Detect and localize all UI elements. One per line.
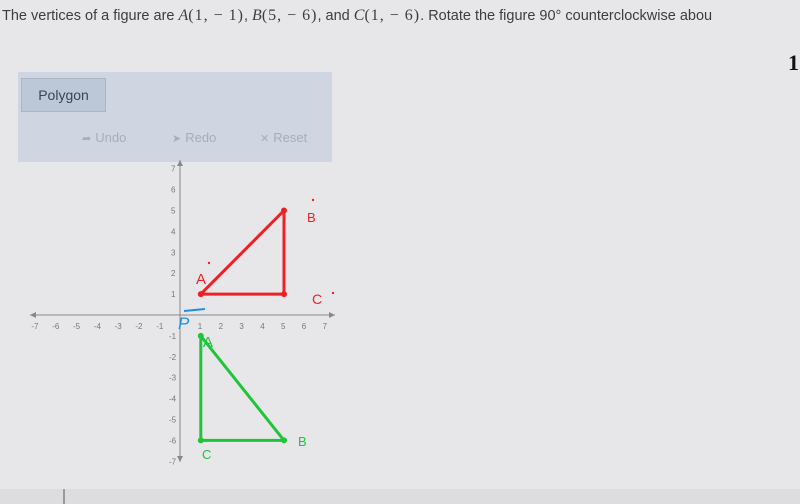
question-intro: The vertices of a figure are	[2, 8, 179, 24]
x-tick-label: -1	[156, 322, 164, 331]
y-tick-label: 4	[171, 227, 176, 237]
y-tick-label: 7	[171, 164, 176, 174]
divider	[63, 489, 65, 504]
question-instruction: . Rotate the figure 90° counterclockwise abou	[420, 8, 713, 24]
vertex-point[interactable]	[281, 291, 287, 297]
rotated-triangle	[201, 211, 284, 295]
vertex-point[interactable]	[281, 437, 287, 443]
x-axis-right-arrow	[329, 312, 335, 318]
x-tick-label: -4	[93, 322, 101, 331]
x-tick-label: -3	[114, 322, 122, 331]
prime-mark	[332, 292, 334, 294]
cut-off-glyph: 1	[788, 50, 799, 75]
x-tick-label: 5	[281, 322, 286, 331]
vertex-b-label: B	[252, 7, 262, 24]
undo-label: Undo	[95, 130, 127, 145]
question-sep: , and	[317, 8, 354, 24]
y-tick-label: -4	[169, 394, 177, 404]
y-tick-label: -3	[169, 373, 177, 383]
x-tick-label: 3	[239, 322, 244, 331]
vertex-a-label: A	[178, 7, 189, 24]
x-tick-label: -7	[31, 322, 39, 331]
label-b-prime: B	[307, 210, 316, 225]
y-axis-down-arrow	[177, 456, 183, 462]
redo-label: Redo	[185, 130, 217, 145]
vertex-point[interactable]	[281, 208, 287, 214]
x-tick-label: 1	[197, 322, 203, 331]
vertex-c-label: C	[353, 7, 365, 24]
undo-arrow-icon: ➦	[82, 133, 92, 145]
x-tick-label: 2	[218, 322, 224, 331]
label-b-original: B	[298, 434, 307, 449]
x-tick-label: 6	[301, 322, 307, 331]
y-tick-label: 3	[171, 248, 176, 258]
y-tick-label: 2	[171, 269, 176, 279]
prime-mark	[312, 199, 314, 201]
vertex-b-coords: (5, − 6)	[261, 7, 318, 24]
vertex-c-coords: (1, − 6)	[364, 7, 421, 24]
y-tick-label: -6	[169, 436, 177, 446]
vertex-point[interactable]	[198, 291, 204, 297]
x-tick-label: -2	[135, 322, 143, 331]
y-tick-label: -1	[169, 331, 177, 341]
x-tick-label: 7	[322, 322, 328, 331]
y-tick-label: 6	[171, 185, 176, 195]
y-tick-label: -5	[169, 415, 177, 425]
redo-arrow-icon: ➤	[172, 133, 182, 145]
reset-label: Reset	[273, 130, 308, 145]
vertex-a-coords: (1, − 1)	[188, 7, 244, 24]
vertex-point[interactable]	[198, 437, 204, 443]
bottom-bar	[0, 489, 800, 504]
origin-mark: P	[178, 314, 190, 333]
label-c-original: C	[202, 447, 212, 462]
original-triangle	[201, 336, 284, 441]
label-a-prime: A	[196, 271, 207, 288]
y-tick-label: -7	[169, 457, 177, 467]
label-a-original: A	[203, 334, 214, 351]
x-tick-label: -5	[73, 322, 81, 331]
question-sep: ,	[243, 8, 253, 24]
x-axis-left-arrow	[30, 312, 36, 318]
label-c-prime: C	[312, 291, 323, 307]
close-icon: ✕	[260, 133, 270, 145]
y-tick-label: -2	[169, 352, 177, 362]
polygon-tool-tab[interactable]: Polygon	[21, 78, 106, 112]
x-tick-label: -6	[52, 322, 60, 331]
x-tick-label: 4	[260, 322, 265, 331]
origin-mark-stroke	[184, 309, 205, 311]
prime-mark	[208, 262, 210, 264]
y-tick-label: 1	[171, 290, 176, 300]
y-axis-up-arrow	[177, 160, 183, 166]
y-tick-label: 5	[171, 206, 176, 216]
